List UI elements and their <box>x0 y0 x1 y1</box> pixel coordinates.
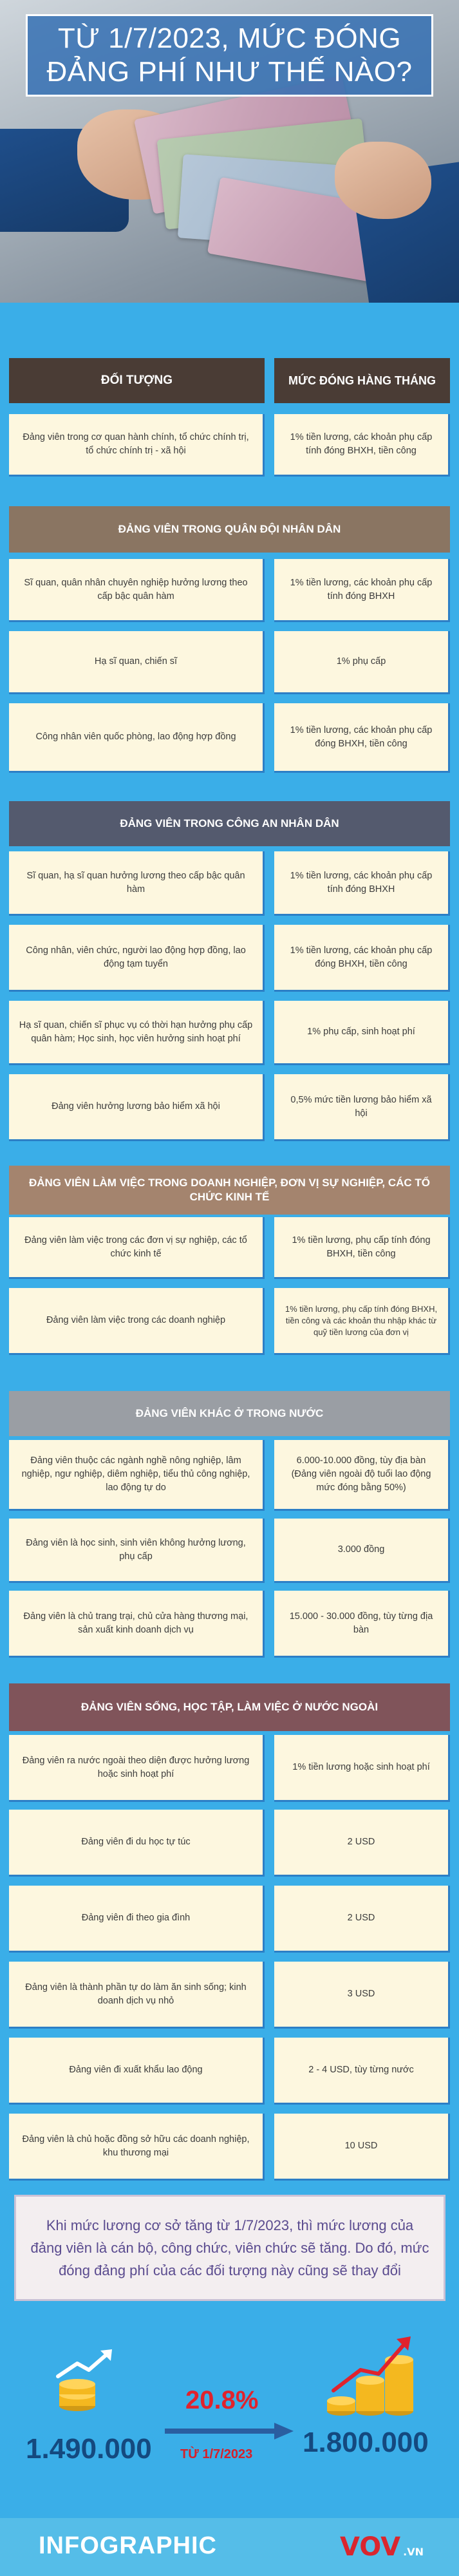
table-cell-subject: Sĩ quan, quân nhân chuyên nghiệp hưởng lương theo cấp bậc quân hàm <box>9 559 265 622</box>
table-cell-monthly: 2 USD <box>274 1810 450 1877</box>
table-cell-monthly: 10 USD <box>274 2114 450 2181</box>
coins-growth-icon <box>322 2331 418 2421</box>
column-header-monthly: MỨC ĐÓNG HÀNG THÁNG <box>274 358 450 403</box>
table-cell-monthly: 1% tiền lương, phụ cấp tính đóng BHXH, tiền công và các khoản thu nhập khác từ quỹ tiền lương của đơn vị <box>274 1288 450 1355</box>
column-header-subject: ĐỐI TƯỢNG <box>9 358 265 403</box>
old-salary: 1.490.000 <box>26 2433 152 2465</box>
increase-percent: 20.8% <box>185 2386 259 2414</box>
table-cell-subject: Công nhân viên quốc phòng, lao động hợp đồng <box>9 703 265 773</box>
new-salary: 1.800.000 <box>303 2427 429 2458</box>
table-cell-monthly: 1% tiền lương, các khoản phụ cấp tính đóng BHXH <box>274 851 450 916</box>
table-cell-subject: Đảng viên làm việc trong các doanh nghiệp <box>9 1288 265 1355</box>
effective-date: TỪ 1/7/2023 <box>180 2447 253 2461</box>
vov-logo <box>340 2532 424 2562</box>
section-heading-police: ĐẢNG VIÊN TRONG CÔNG AN NHÂN DÂN <box>9 801 450 846</box>
table-cell-subject: Đảng viên ra nước ngoài theo diện được hưởng lương hoặc sinh hoạt phí <box>9 1735 265 1802</box>
table-cell-subject: Đảng viên trong cơ quan hành chính, tổ chức chính trị, tổ chức chính trị - xã hội <box>9 414 265 477</box>
coins-up-icon <box>52 2344 122 2415</box>
hand-shape <box>335 142 431 219</box>
page-title: TỪ 1/7/2023, MỨC ĐÓNG ĐẢNG PHÍ NHƯ THẾ NÀO? <box>46 23 413 88</box>
section-heading-abroad: ĐẢNG VIÊN SỐNG, HỌC TẬP, LÀM VIỆC Ở NƯỚC NGOÀI <box>9 1683 450 1731</box>
table-cell-monthly: 15.000 - 30.000 đồng, tùy từng địa bàn <box>274 1591 450 1658</box>
table-cell-subject: Công nhân, viên chức, người lao động hợp đồng, lao động tạm tuyển <box>9 925 265 992</box>
logo-text: VOV <box>340 2532 401 2562</box>
logo-domain: .VN <box>403 2546 424 2558</box>
footer-label: INFOGRAPHIC <box>39 2532 217 2559</box>
table-cell-monthly: 1% tiền lương, các khoản phụ cấp tính đóng BHXH, tiền công <box>274 414 450 477</box>
table-cell-monthly: 1% phụ cấp <box>274 631 450 694</box>
table-cell-subject: Hạ sĩ quan, chiến sĩ phục vụ có thời hạn hưởng phụ cấp quân hàm; Học sinh, học viên hưởng sinh hoạt phí <box>9 1001 265 1065</box>
table-cell-monthly: 2 USD <box>274 1886 450 1953</box>
table-cell-subject: Đảng viên đi theo gia đình <box>9 1886 265 1953</box>
table-cell-subject: Đảng viên đi du học tự túc <box>9 1810 265 1877</box>
table-cell-subject: Đảng viên thuộc các ngành nghề nông nghiệp, lâm nghiệp, ngư nghiệp, diêm nghiệp, tiểu thủ công nghiệp, lao động tự do <box>9 1440 265 1511</box>
table-cell-monthly: 3 USD <box>274 1962 450 2029</box>
table-cell-subject: Đảng viên là thành phần tự do làm ăn sinh sống; kinh doanh dịch vụ nhỏ <box>9 1962 265 2029</box>
title-box <box>26 14 433 97</box>
table-cell-monthly: 2 - 4 USD, tùy từng nước <box>274 2038 450 2105</box>
table-cell-monthly: 1% tiền lương, các khoản phụ cấp đóng BHXH, tiền công <box>274 703 450 773</box>
section-heading-army: ĐẢNG VIÊN TRONG QUÂN ĐỘI NHÂN DÂN <box>9 506 450 553</box>
table-cell-monthly: 3.000 đồng <box>274 1519 450 1583</box>
table-cell-monthly: 0,5% mức tiền lương bảo hiểm xã hội <box>274 1074 450 1141</box>
table-cell-monthly: 1% tiền lương, phụ cấp tính đóng BHXH, tiền công <box>274 1217 450 1279</box>
section-heading-enterprise: ĐẢNG VIÊN LÀM VIỆC TRONG DOANH NGHIỆP, ĐƠN VỊ SỰ NGHIỆP, CÁC TỔ CHỨC KINH TẾ <box>9 1166 450 1215</box>
table-cell-subject: Hạ sĩ quan, chiến sĩ <box>9 631 265 694</box>
table-cell-subject: Đảng viên hưởng lương bảo hiểm xã hội <box>9 1074 265 1141</box>
footer <box>0 2518 459 2576</box>
arrow-right-icon <box>165 2423 294 2439</box>
table-cell-monthly: 1% phụ cấp, sinh hoạt phí <box>274 1001 450 1065</box>
table-cell-subject: Đảng viên đi xuất khẩu lao động <box>9 2038 265 2105</box>
table-cell-subject: Sĩ quan, hạ sĩ quan hưởng lương theo cấp bậc quân hàm <box>9 851 265 916</box>
table-cell-subject: Đảng viên là chủ trang trại, chủ cửa hàng thương mại, sản xuất kinh doanh dịch vụ <box>9 1591 265 1658</box>
table-cell-subject: Đảng viên là học sinh, sinh viên không hưởng lương, phụ cấp <box>9 1519 265 1583</box>
table-cell-subject: Đảng viên là chủ hoặc đồng sở hữu các doanh nghiệp, khu thương mại <box>9 2114 265 2181</box>
table-cell-monthly: 1% tiền lương, các khoản phụ cấp đóng BHXH, tiền công <box>274 925 450 992</box>
summary-text: Khi mức lương cơ sở tăng từ 1/7/2023, thì mức lương của đảng viên là cán bộ, công chức, viên chức sẽ tăng. Do đó, mức đóng đảng phí của các đối tượng này cũng sẽ thay đổi <box>14 2195 445 2301</box>
table-cell-subject: Đảng viên làm việc trong các đơn vị sự nghiệp, các tổ chức kinh tế <box>9 1217 265 1279</box>
table-cell-monthly: 1% tiền lương hoặc sinh hoạt phí <box>274 1735 450 1802</box>
table-cell-monthly: 1% tiền lương, các khoản phụ cấp tính đóng BHXH <box>274 559 450 622</box>
section-heading-domestic: ĐẢNG VIÊN KHÁC Ở TRONG NƯỚC <box>9 1391 450 1436</box>
table-cell-monthly: 6.000-10.000 đồng, tùy địa bàn (Đảng viên ngoài độ tuổi lao động mức đóng bằng 50%) <box>274 1440 450 1511</box>
